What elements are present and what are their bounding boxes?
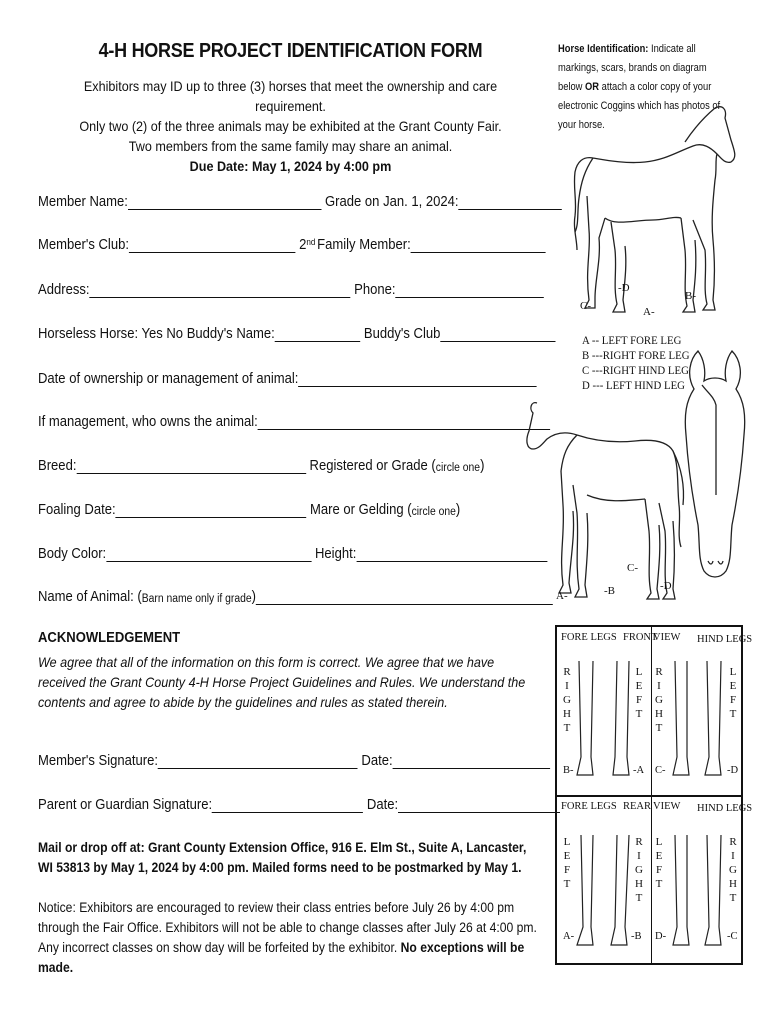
buddy-club-label: Buddy's Club (363, 326, 441, 342)
member-signature-row (38, 753, 554, 769)
horse-id-label: Horse Identification: (558, 43, 649, 55)
horse-right-side-drawing (565, 100, 750, 325)
front-hind-left-vertical-label: L E F T (729, 666, 737, 720)
rear-a-label: A- (563, 931, 575, 942)
rear-c-label: -C (727, 931, 738, 942)
second-member-label: Family Member: (317, 237, 411, 253)
body-color-row (38, 546, 551, 562)
member-signature-date-field[interactable] (393, 754, 551, 769)
foaling-row (38, 502, 460, 518)
horse-head-front-drawing (680, 345, 748, 585)
front-c-label: C- (655, 765, 666, 776)
rear-hind-left-vertical-label: L E F T (655, 836, 663, 890)
phone-field[interactable] (395, 283, 544, 298)
club-field[interactable] (129, 238, 296, 253)
management-field[interactable] (258, 415, 551, 430)
mare-label: Mare or Gelding ( (310, 502, 412, 518)
intro-line-2: Only two (2) of the three animals may be exhibited at the Grant County Fair. (79, 118, 502, 134)
breed-field[interactable] (76, 459, 306, 474)
grade-field[interactable] (459, 195, 562, 210)
legs-drawing (557, 627, 741, 963)
horseless-row (38, 326, 559, 342)
rear-right-vertical-label: R I G H T (635, 836, 643, 904)
legend-d: D --- LEFT HIND LEG (582, 378, 685, 392)
leg-legend (582, 333, 689, 393)
date-ownership-field[interactable] (298, 372, 537, 387)
horse-id-text1: Indicate all markings, scars, brands on diagram below (558, 43, 707, 93)
body-color-field[interactable] (106, 547, 311, 562)
mare-close: ) (455, 502, 461, 518)
diagram-label-a: A- (643, 306, 655, 318)
front-b-label: B- (563, 765, 574, 776)
parent-signature-date-label: Date: (366, 797, 399, 813)
notice-text: Notice: Exhibitors are encouraged to review their class entries before July 26 by 4:00 pm through the Fair Office. Exhibitors will not be able to change classes after July 26 at 4:00 pm. Any incorrect classes on show day will be forfeited by the exhibitor. (38, 900, 537, 955)
front-d-label: -D (727, 765, 739, 776)
second-member-field[interactable] (411, 238, 546, 253)
member-name-label: Member Name: (38, 194, 128, 210)
legs-diagram-box (555, 625, 753, 965)
front-a-label: -A (633, 765, 645, 776)
management-label: If management, who owns the animal: (38, 414, 258, 430)
parent-signature-row (38, 797, 564, 813)
grade-label: Grade on Jan. 1, 2024: (325, 194, 459, 210)
registered-close: ) (480, 458, 485, 474)
rear-view-label: VIEW (653, 801, 681, 812)
diagram-label-d-side: -D (660, 580, 672, 592)
buddy-club-field[interactable] (440, 327, 555, 342)
second-member-num: 2 (299, 237, 307, 253)
legend-a: A -- LEFT FORE LEG (582, 333, 682, 347)
member-signature-date-label: Date: (361, 753, 393, 769)
diagram-label-d: -D (618, 282, 630, 294)
acknowledgement-heading: ACKNOWLEDGEMENT (38, 630, 181, 646)
legend-b: B ---RIGHT FORE LEG (582, 348, 690, 362)
second-member-sup: nd (306, 237, 316, 247)
member-signature-label: Member's Signature: (38, 753, 158, 769)
front-view-label: VIEW (653, 632, 681, 643)
mare-circle: circle one (411, 506, 456, 518)
intro-line-3: Two members from the same family may share an animal. (128, 138, 453, 154)
horse-id-or: OR (585, 81, 600, 93)
club-label: Member's Club: (38, 237, 129, 253)
intro-text (63, 76, 518, 176)
height-field[interactable] (356, 547, 547, 562)
rear-b-label: -B (631, 931, 642, 942)
diagram-label-c: C- (580, 300, 591, 312)
member-signature-field[interactable] (158, 754, 358, 769)
rear-d-label: D- (655, 931, 667, 942)
rear-left-vertical-label: L E F T (563, 836, 571, 890)
member-name-field[interactable] (128, 195, 322, 210)
horseless-label: Horseless Horse: Yes No Buddy's Name: (38, 326, 275, 342)
body-color-label: Body Color: (38, 546, 107, 562)
rear-hind-legs-label: HIND LEGS (697, 803, 753, 814)
animal-name-field[interactable] (256, 590, 553, 605)
animal-name-close: ) (251, 589, 256, 605)
front-hind-right-vertical-label: R I G H T (655, 666, 663, 734)
due-date: Due Date: May 1, 2024 by 4:00 pm (189, 158, 392, 174)
management-row (38, 414, 554, 430)
foaling-label: Foaling Date: (38, 502, 116, 518)
height-label: Height: (314, 546, 357, 562)
diagram-label-c-side: C- (627, 562, 638, 574)
address-row (38, 282, 548, 298)
horse-left-side-drawing (525, 395, 690, 610)
rear-label: REAR (623, 801, 652, 812)
parent-signature-label: Parent or Guardian Signature: (38, 797, 213, 813)
front-label: FRONT (623, 632, 658, 643)
buddy-name-field[interactable] (275, 327, 361, 342)
front-left-vertical-label: L E F T (635, 666, 643, 720)
intro-line-1: Exhibitors may ID up to three (3) horses that meet the ownership and care requirement. (83, 78, 498, 114)
animal-name-label: Name of Animal: ( (38, 589, 142, 605)
phone-label: Phone: (354, 282, 396, 298)
mail-instructions: Mail or drop off at: Grant County Extension Office, 916 E. Elm St., Suite A, Lancaster, WI 53813 by May 1, 2024 by 4:00 pm. Mailed forms need to be postmarked by May 1. (38, 840, 527, 875)
notice (38, 898, 542, 978)
address-label: Address: (38, 282, 90, 298)
member-name-row (38, 194, 566, 210)
foaling-field[interactable] (116, 503, 307, 518)
address-field[interactable] (90, 283, 351, 298)
rear-hind-right-vertical-label: R I G H T (729, 836, 737, 904)
front-hind-legs-label: HIND LEGS (697, 634, 753, 645)
registered-label: Registered or Grade ( (309, 458, 436, 474)
diagram-label-b-side: -B (604, 585, 615, 597)
notice-bold: No exceptions will be made. (38, 940, 525, 975)
breed-label: Breed: (38, 458, 77, 474)
legend-c: C ---RIGHT HIND LEG (582, 363, 689, 377)
acknowledgement-body: We agree that all of the information on this form is correct. We agree that we have received the Grant County 4-H Horse Project Guidelines and Rules. We understand the contents and agree to abide by the guidelines and rules as stated therein. (38, 654, 526, 710)
animal-name-note: Barn name only if grade (141, 593, 252, 605)
diagram-label-b: B- (685, 290, 696, 302)
front-fore-legs-label: FORE LEGS (561, 632, 617, 643)
form-title: 4-H HORSE PROJECT IDENTIFICATION FORM (98, 40, 483, 62)
date-ownership-label: Date of ownership or management of animal: (38, 371, 299, 387)
breed-row (38, 458, 484, 474)
date-ownership-row (38, 371, 541, 387)
club-row (38, 237, 549, 253)
horse-id-text2: attach a color copy of your electronic Coggins which has photos of your horse. (558, 81, 721, 131)
registered-circle: circle one (435, 462, 481, 474)
animal-name-row (38, 589, 557, 605)
parent-signature-date-field[interactable] (398, 798, 560, 813)
parent-signature-field[interactable] (212, 798, 363, 813)
front-right-vertical-label: R I G H T (563, 666, 571, 734)
rear-fore-legs-label: FORE LEGS (561, 801, 617, 812)
diagram-label-a-side: A- (556, 590, 568, 602)
